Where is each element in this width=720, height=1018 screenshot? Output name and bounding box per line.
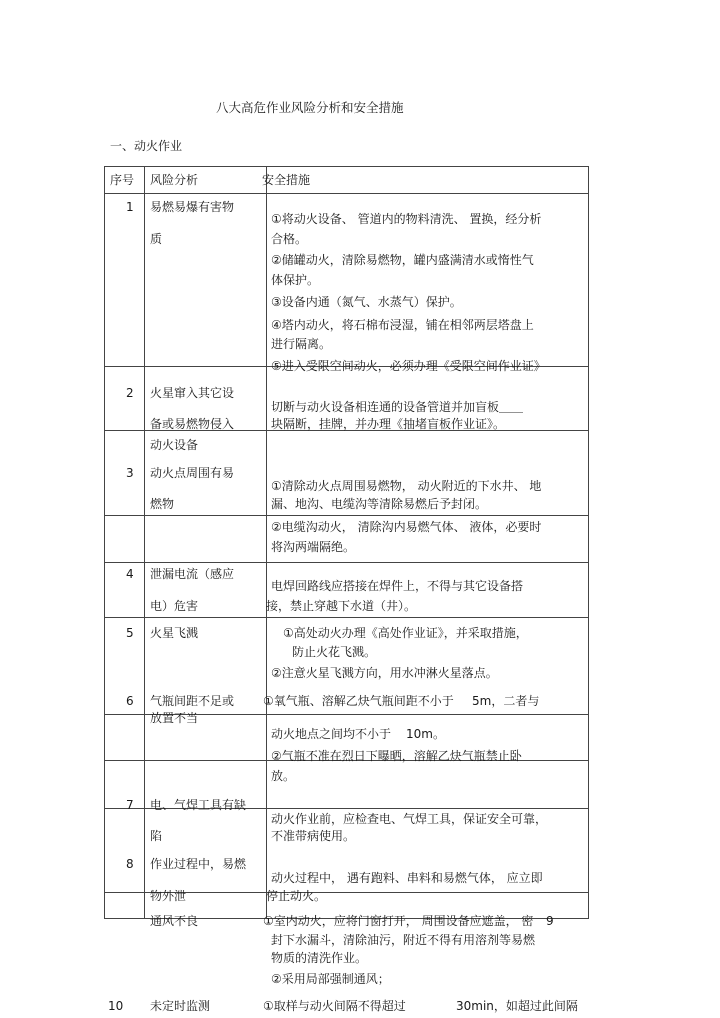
table-right-border [588,166,589,918]
row-number: 6 [126,694,134,708]
row-divider [104,617,589,618]
row-number: 5 [126,626,134,640]
row-number: 7 [126,798,134,812]
risk-text: 电）危害 [150,599,199,613]
measure-text: 接，禁止穿越下水道（井）。 [266,599,417,613]
header-risk: 风险分析 [150,173,199,187]
measure-text: ②气瓶不准在烈日下曝晒，溶解乙炔气瓶禁止卧 [271,749,522,763]
row-number: 3 [126,466,134,480]
risk-text: 质 [150,232,163,246]
risk-text: 燃物 [150,497,175,511]
row-number: 1 [126,200,134,214]
risk-text: 火星飞溅 [150,626,199,640]
risk-text: 泄漏电流（感应 [150,567,235,581]
measure-text: 停止动火。 [266,889,327,903]
measure-text: 电焊回路线应搭接在焊件上，不得与其它设备搭 [271,579,524,593]
measure-text: ②采用局部强制通风； [271,972,390,986]
row-number: 9 [546,914,554,928]
row-number: 2 [126,386,134,400]
risk-text: 动火点周围有易 [150,466,235,480]
measure-text: 合格。 [271,232,308,246]
measure-text: 将沟两端隔绝。 [271,540,356,554]
measure-text: 防止火花飞溅。 [292,645,377,659]
measure-text: 动火地点之间均不小于 [271,727,392,741]
table-left-border [104,166,105,918]
risk-text: 动火设备 [150,438,199,452]
measure-text: 物质的清洗作业。 [271,951,368,965]
row-number: 8 [126,857,134,871]
measure-text: 切断与动火设备相连通的设备管道并加盲板＿＿ [271,400,524,414]
row-number: 10 [108,999,124,1013]
measure-text: ②储罐动火，清除易燃物，罐内盛满清水或惰性气 [271,253,534,267]
risk-text: 未定时监测 [150,999,211,1013]
risk-text: 易燃易爆有害物 [150,200,235,214]
row-number: 4 [126,567,134,581]
risk-text: 通风不良 [150,914,199,928]
row-divider [104,562,589,563]
measure-text: 5m，二者与 [472,694,540,708]
measure-text: 漏、地沟、电缆沟等清除易燃后予封闭。 [271,497,488,511]
header-measure: 安全措施 [262,173,311,187]
measure-text: ②电缆沟动火， 清除沟内易燃气体、 液体，必要时 [271,520,542,534]
risk-text: 物外泄 [150,889,187,903]
measure-text: 块隔断，挂牌，并办理《抽堵盲板作业证》。 [271,417,506,431]
measure-text: 进行隔离。 [271,337,332,351]
measure-text: 30min，如超过此间隔 [456,999,578,1013]
measure-text: 不准带病使用。 [271,829,356,843]
header-no: 序号 [110,173,135,187]
risk-text: 陷 [150,829,163,843]
measure-text: ⑤进入受限空间动火，必须办理《受限空间作业证》 [271,359,546,373]
risk-text: 电、气焊工具有缺 [150,798,247,812]
measure-text: ④塔内动火，将石棉布浸湿，铺在相邻两层塔盘上 [271,318,534,332]
risk-text: 气瓶间距不足或 [150,694,235,708]
measure-text: 动火作业前，应检查电、气焊工具，保证安全可靠， [271,812,548,826]
row-divider [104,515,589,516]
measure-text: ①氧气瓶、溶解乙炔气瓶间距不小于 [263,694,454,708]
measure-text: 体保护。 [271,273,320,287]
measure-text: 封下水漏斗，清除油污，附近不得有用溶剂等易燃 [271,933,536,947]
measure-text: ①清除动火点周围易燃物， 动火附近的下水井、 地 [271,479,542,493]
measure-text: ①高处动火办理《高处作业证》，并采取措施， [283,626,528,640]
risk-text: 备或易燃物侵入 [150,417,235,431]
measure-text: 放。 [271,769,296,783]
measure-text: 10m。 [406,727,445,741]
risk-text: 火星窜入其它设 [150,386,235,400]
measure-text: 动火过程中， 遇有跑料、串料和易燃气体， 应立即 [271,871,543,885]
section-heading: 一、动火作业 [110,139,183,153]
measure-text: ③设备内通（氮气、水蒸气）保护。 [271,295,462,309]
column-divider [144,166,145,918]
risk-text: 放置不当 [150,711,199,725]
risk-text: 作业过程中，易燃 [150,857,247,871]
table-top-border [104,166,589,167]
measure-text: ①将动火设备、 管道内的物料清洗、 置换，经分析 [271,212,542,226]
measure-text: ①取样与动火间隔不得超过 [263,999,406,1013]
page-title: 八大高危作业风险分析和安全措施 [216,100,404,115]
measure-text: ①室内动火，应将门窗打开， 周围设备应遮盖， 密 [263,914,534,928]
column-divider [266,166,267,918]
measure-text: ②注意火星飞溅方向，用水冲淋火星落点。 [271,666,498,680]
header-bottom-border [104,193,589,194]
